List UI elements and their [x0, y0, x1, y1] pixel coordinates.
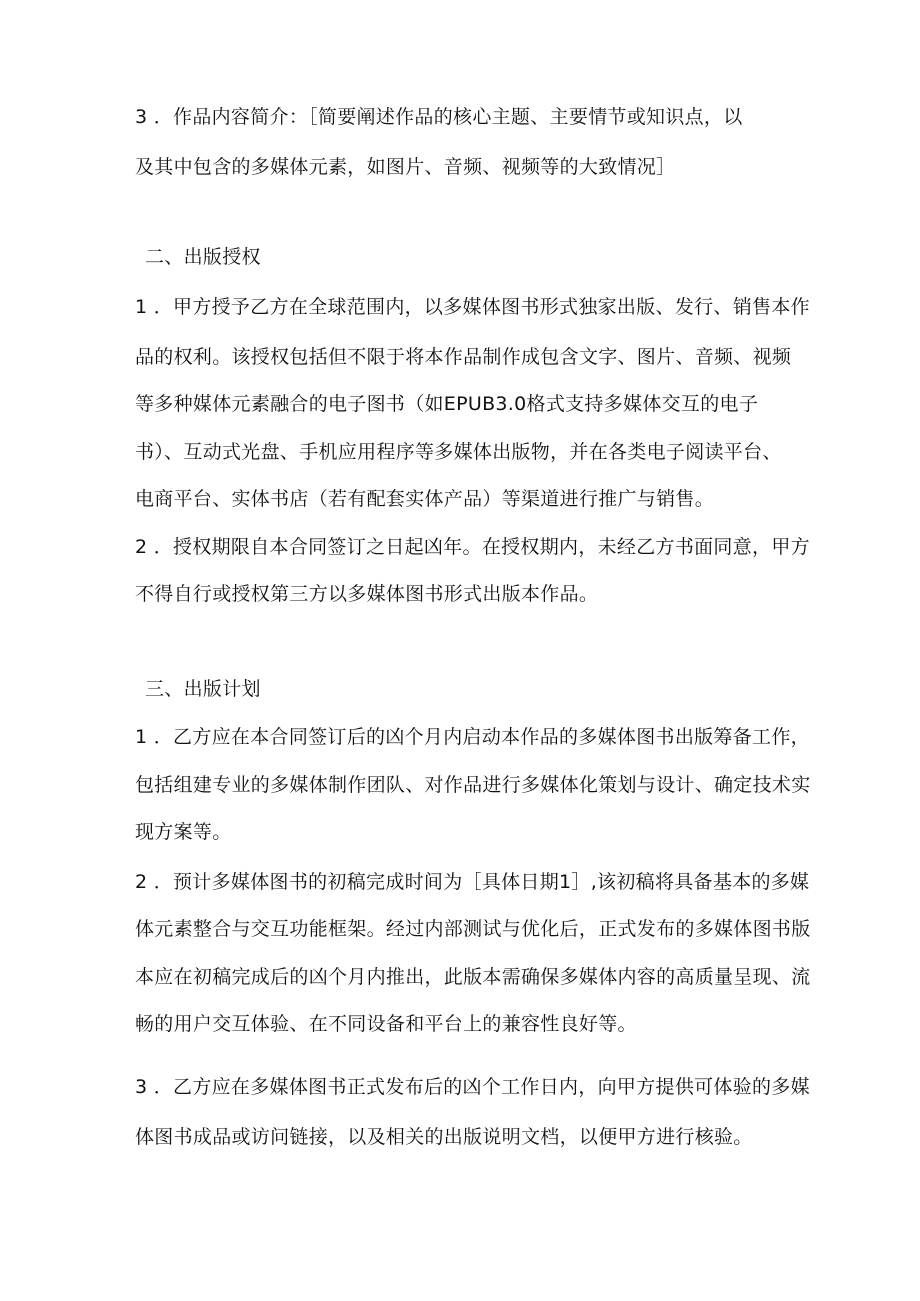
s3-item3-line-2: 体图书成品或访问链接，以及相关的出版说明文档，以便甲方进行核验。 [135, 1126, 753, 1148]
s3-item2-line-4: 畅的用户交互体验、在不同设备和平台上的兼容性良好等。 [135, 1013, 637, 1035]
s1-item3-line-1: 3 ．作品内容简介：［简要阐述作品的核心主题、主要情节或知识点，以 [135, 106, 743, 128]
s2-item1-line-2: 品的权利。该授权包括但不限于将本作品制作成包含文字、图片、音频、视频 [135, 346, 792, 368]
s2-item1-line-5: 电商平台、实体书店（若有配套实体产品）等渠道进行推广与销售。 [135, 488, 715, 510]
s3-item2-line-2: 体元素整合与交互功能框架。经过内部测试与优化后，正式发布的多媒体图书版 [135, 918, 811, 940]
s3-item3-line-1: 3 ．乙方应在多媒体图书正式发布后的凶个工作日内，向甲方提供可体验的多媒 [135, 1076, 810, 1098]
section-heading-authorization: 二、出版授权 [145, 246, 261, 268]
s3-item2-line-1: 2 ．预计多媒体图书的初稿完成时间为［具体日期1］,该初稿将具备基本的多媒 [135, 871, 810, 893]
section-heading-publishing-plan: 三、出版计划 [145, 678, 261, 700]
s2-item2-line-2: 不得自行或授权第三方以多媒体图书形式出版本作品。 [135, 583, 599, 605]
s2-item1-line-1: 1 ．甲方授予乙方在全球范围内，以多媒体图书形式独家出版、发行、销售本作 [135, 296, 810, 318]
s3-item1-line-1: 1 ．乙方应在本合同签订后的凶个月内启动本作品的多媒体图书出版筹备工作， [135, 726, 810, 748]
s3-item1-line-3: 现方案等。 [135, 821, 232, 843]
s3-item1-line-2: 包括组建专业的多媒体制作团队、对作品进行多媒体化策划与设计、确定技术实 [135, 774, 811, 796]
s3-item2-line-3: 本应在初稿完成后的凶个月内推出，此版本需确保多媒体内容的高质量呈现、流 [135, 966, 811, 988]
s2-item1-line-4: 书）、互动式光盘、手机应用程序等多媒体出版物，并在各类电子阅读平台、 [135, 441, 782, 463]
s2-item1-line-3: 等多种媒体元素融合的电子图书（如EPUB3.0格式支持多媒体交互的电子 [135, 393, 759, 415]
s1-item3-line-2: 及其中包含的多媒体元素，如图片、音频、视频等的大致情况］ [135, 156, 676, 178]
s2-item2-line-1: 2 ．授权期限自本合同签订之日起凶年。在授权期内，未经乙方书面同意，甲方 [135, 536, 810, 558]
